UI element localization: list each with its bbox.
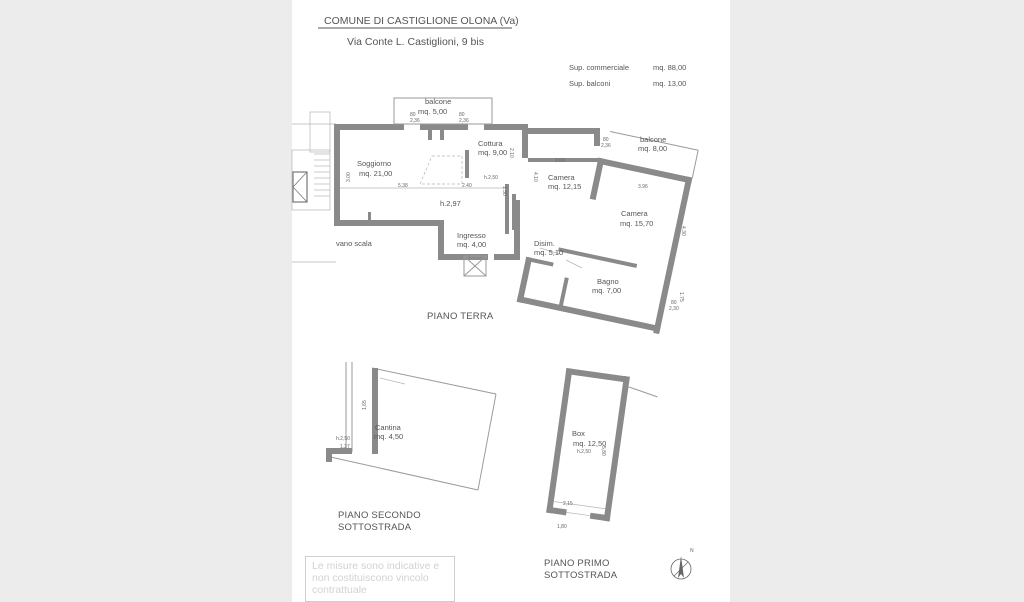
room-disim-area: mq. 5,10 — [534, 248, 564, 257]
box-dim-w2: 1,80 — [557, 524, 567, 530]
dim-camera-1-w: 2.69 — [555, 158, 565, 164]
room-camera-1-area: mq. 12,15 — [548, 182, 582, 191]
room-balcone-2-name: balcone — [640, 135, 667, 144]
dim-balcone1-c: 80 — [459, 112, 465, 118]
box-dim-w: 2,15 — [563, 501, 573, 507]
cantina-floor-label-2: SOTTOSTRADA — [338, 522, 412, 533]
height-label-pt: h.2,97 — [440, 199, 461, 208]
header-title: COMUNE DI CASTIGLIONE OLONA (Va) — [324, 15, 519, 27]
cantina-height: h.2,50 — [336, 436, 350, 442]
dim-balcone2-a: 80 — [603, 137, 609, 143]
dim-bagno: 1.75 — [678, 292, 684, 302]
room-cottura-name: Cottura — [478, 139, 503, 148]
cantina-floor-label-1: PIANO SECONDO — [338, 510, 421, 521]
dim-disim: 1.30 — [501, 186, 507, 196]
room-camera-1-name: Camera — [548, 173, 575, 182]
room-bagno-name: Bagno — [597, 277, 619, 286]
room-balcone-1-area: mq. 5,00 — [418, 107, 448, 116]
box-floor-label-1: PIANO PRIMO — [544, 558, 610, 569]
room-cottura-area: mq. 9,00 — [478, 148, 508, 157]
room-ingresso-name: Ingresso — [457, 231, 486, 240]
disclaimer-line-2: non costituiscono vincolo — [312, 572, 429, 584]
dim-camera-2-w: 3.96 — [638, 184, 648, 190]
dim-balcone2-b: 2,36 — [601, 143, 611, 149]
room-camera-2-area: mq. 15,70 — [620, 219, 654, 228]
room-camera-2-name: Camera — [621, 209, 648, 218]
piano-terra-label: PIANO TERRA — [427, 311, 494, 322]
disclaimer-box — [305, 556, 455, 602]
dim-camera-1-h: 4.10 — [532, 172, 538, 182]
dim-balcone1-a: 80 — [410, 112, 416, 118]
header-address: Via Conte L. Castiglioni, 9 bis — [347, 36, 484, 48]
cantina-name: Cantina — [375, 423, 401, 432]
dim-bagno-a: 80 — [671, 300, 677, 306]
disclaimer-line-3: contrattuale — [312, 584, 367, 596]
dim-balcone1-d: 2,36 — [459, 118, 469, 124]
cantina-plan — [326, 362, 496, 490]
disclaimer-line-1: Le misure sono indicative e — [312, 560, 440, 572]
summary-value-balconi: mq. 13,00 — [653, 79, 687, 88]
room-soggiorno-name: Soggiorno — [357, 159, 392, 168]
room-soggiorno-area: mq. 21,00 — [359, 169, 393, 178]
summary-value-commerciale: mq. 88,00 — [653, 63, 687, 72]
box-name: Box — [572, 429, 585, 438]
cantina-area: mq. 4,50 — [374, 432, 404, 441]
dim-soggiorno-h: 3.00 — [346, 172, 352, 182]
room-ingresso-area: mq. 4,00 — [457, 240, 487, 249]
stair-label: vano scala — [336, 239, 372, 248]
cantina-dim-v: 1,65 — [362, 400, 368, 410]
dim-cottura-d: 2.10 — [508, 148, 514, 158]
room-balcone-1-name: balcone — [425, 97, 452, 106]
room-balcone-2-area: mq. 8,00 — [638, 144, 668, 153]
dim-camera-2-h: 4.30 — [680, 226, 686, 236]
dim-cottura-h: h.2,50 — [484, 175, 498, 181]
room-disim-name: Disim. — [534, 239, 555, 248]
stair-well — [292, 112, 336, 262]
compass-letter: N — [690, 548, 694, 554]
summary-label-balconi: Sup. balconi — [569, 79, 611, 88]
dim-cottura-w: 2.40 — [462, 183, 472, 189]
dim-soggiorno-w: 5.38 — [398, 183, 408, 189]
dim-bagno-b: 2,30 — [669, 306, 679, 312]
cantina-dim-h: 1,27 — [340, 444, 350, 450]
box-floor-label-2: SOTTOSTRADA — [544, 570, 618, 581]
compass-icon — [671, 556, 691, 579]
box-dim-v: 5,80 — [600, 446, 606, 456]
summary-label-commerciale: Sup. commerciale — [569, 63, 630, 72]
box-height: h.2,50 — [577, 449, 591, 455]
room-bagno-area: mq. 7,00 — [592, 286, 622, 295]
box-area: mq. 12,50 — [573, 439, 607, 448]
dim-balcone1-b: 2,36 — [410, 118, 420, 124]
